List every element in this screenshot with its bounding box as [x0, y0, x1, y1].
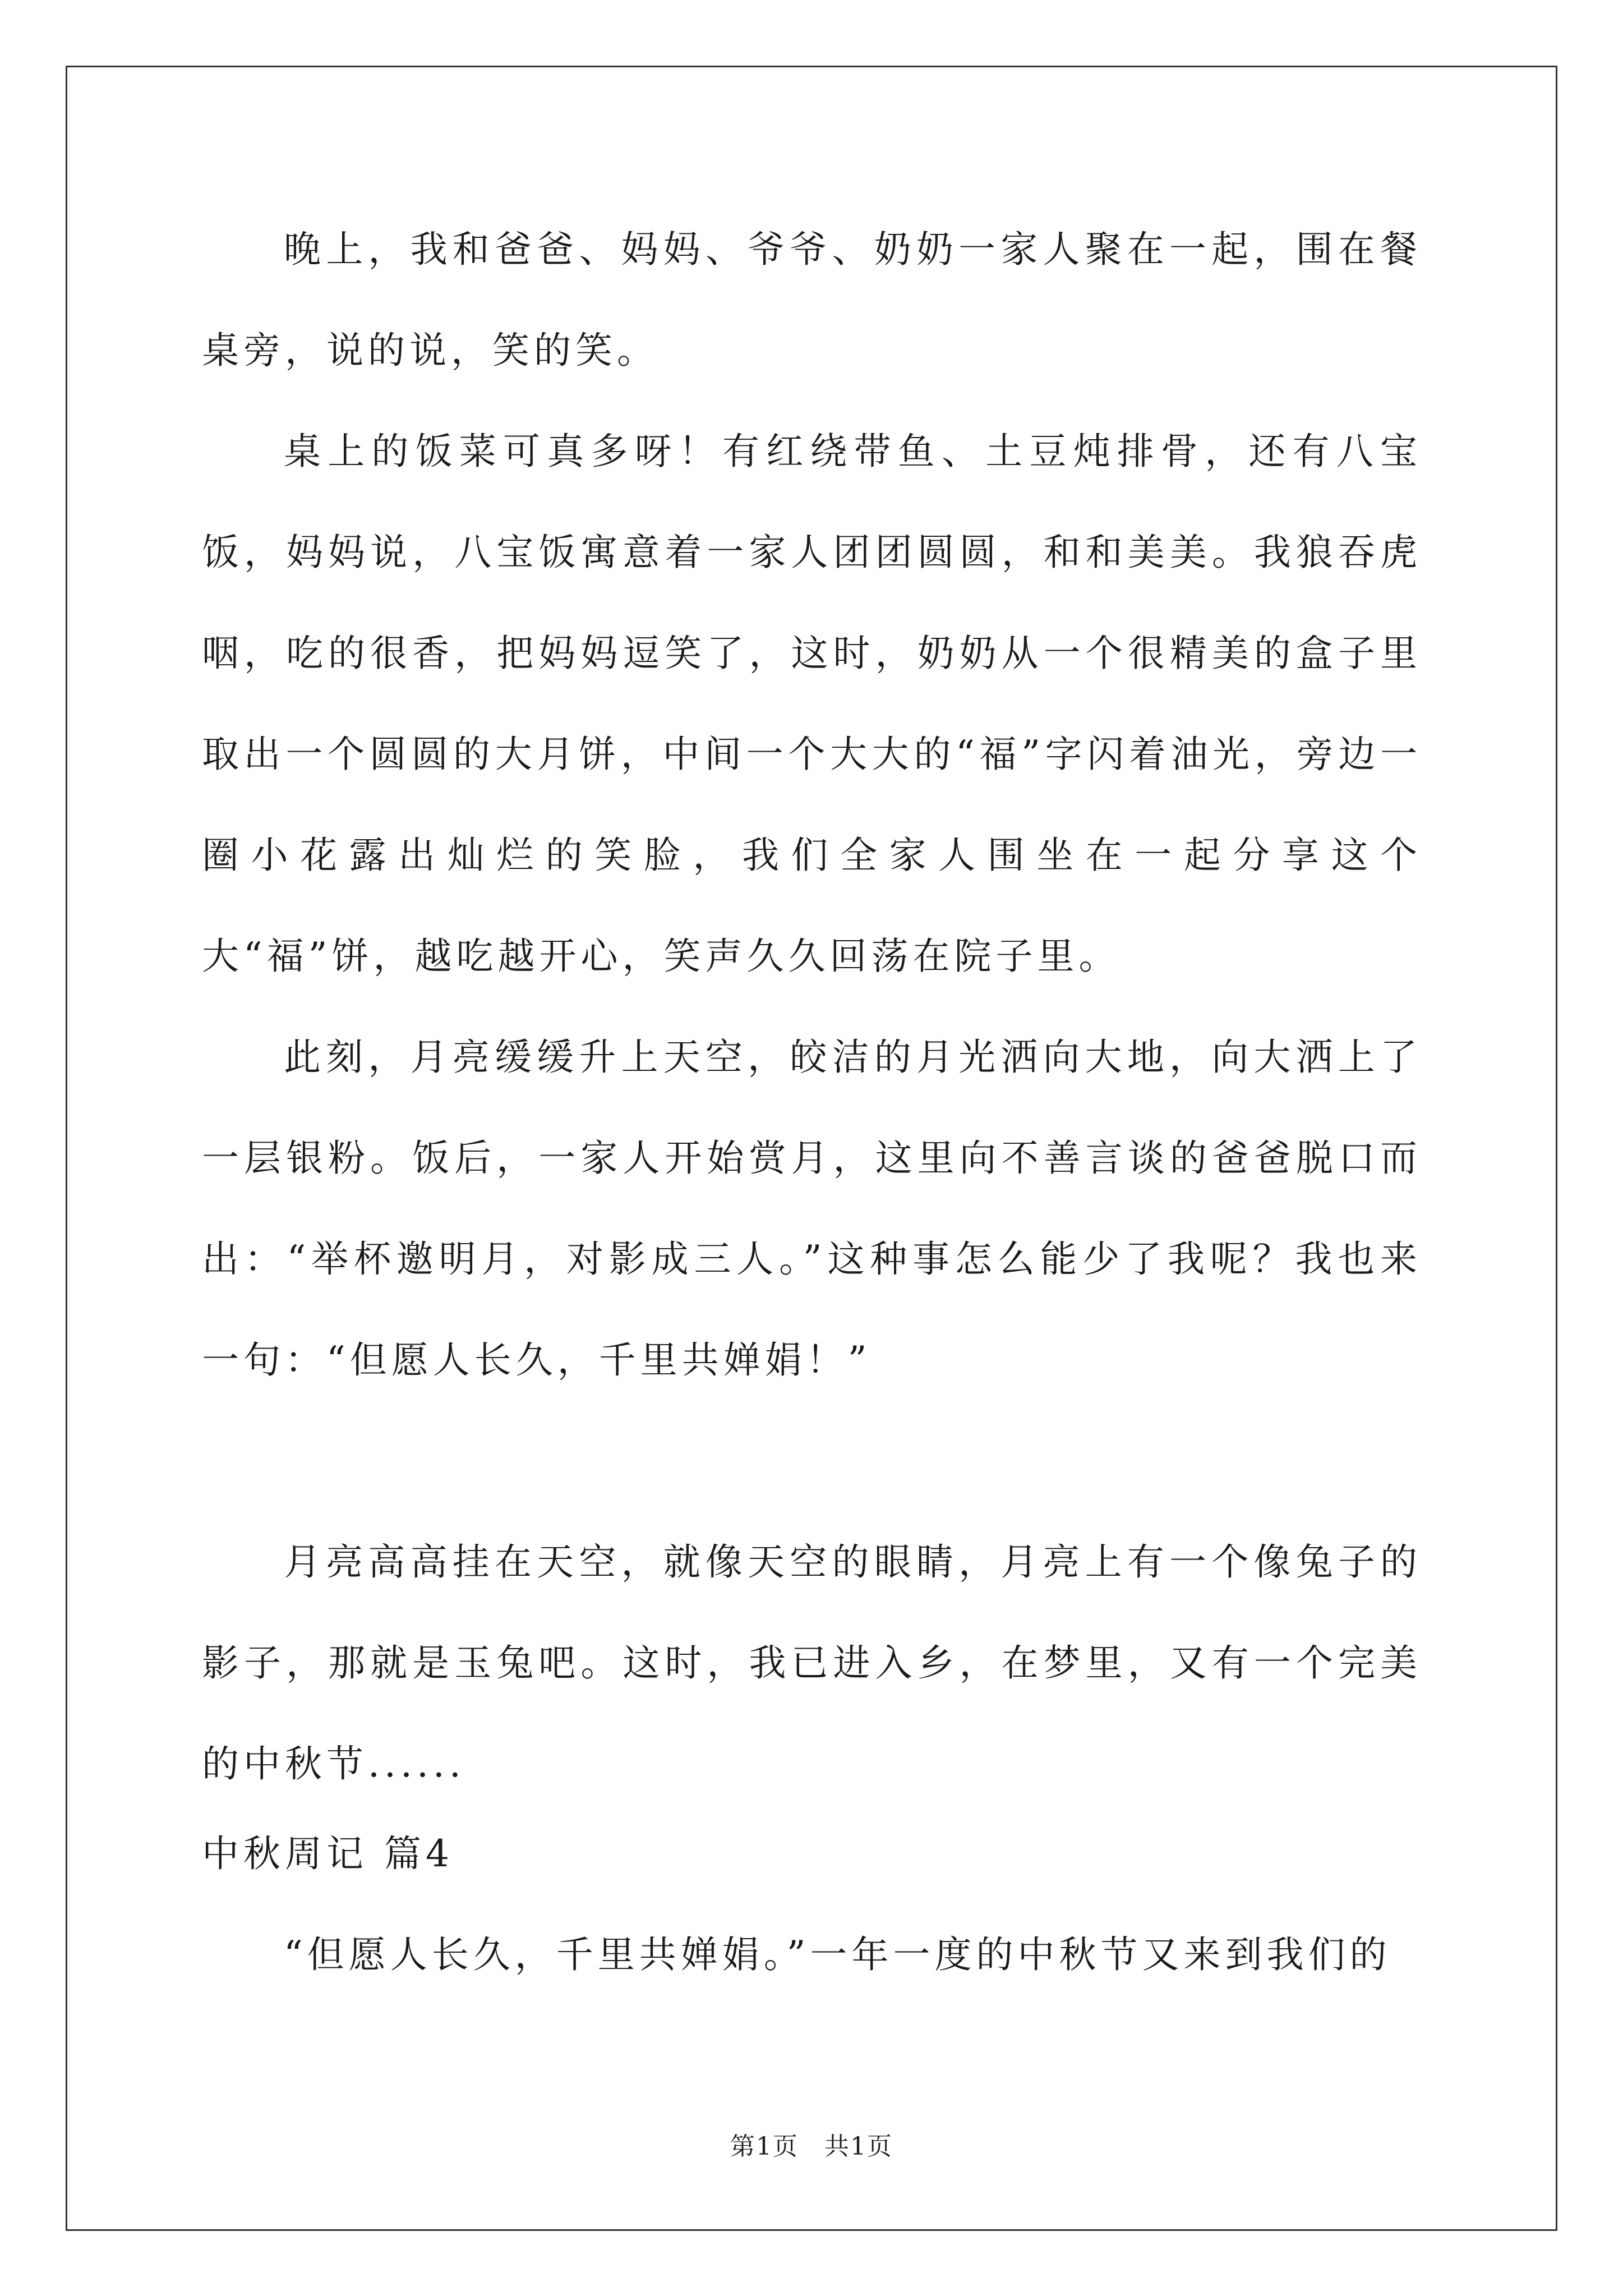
paragraph-2: 桌上的饭菜可真多呀！有红绕带鱼、土豆炖排骨，还有八宝饭，妈妈说，八宝饭寓意着一家人团团圆圆，和和美美。我狼吞虎咽，吃的很香，把妈妈逗笑了，这时，奶奶从一个很精美的盒子里取出一个圆圆的大月饼，中间一个大大的“福”字闪着油光，旁边一圈小花露出灿烂的笑脸，我们全家人围坐在一起分享这个大“福”饼，越吃越开心，笑声久久回荡在院子里。 [202, 430, 1422, 978]
paragraph-3: 此刻，月亮缓缓升上天空，皎洁的月光洒向大地，向大洒上了一层银粉。饭后，一家人开始赏月，这里向不善言谈的爸爸脱口而出：“举杯邀明月，对影成三人。”这种事怎么能少了我呢？我也来一句：“但愿人长久，千里共婵娟！” [202, 1036, 1422, 1382]
section-heading: 中秋周记 篇4 [202, 1832, 454, 1875]
paragraph-4: 月亮高高挂在天空，就像天空的眼睛，月亮上有一个像兔子的影子，那就是玉兔吧。这时，我已进入乡，在梦里，又有一个完美的中秋节...... [202, 1540, 1422, 1786]
page-footer: 第1页 共1页 [730, 2132, 893, 2161]
paragraph-5: “但愿人长久，千里共婵娟。”一年一度的中秋节又来到我们的 [284, 1933, 1391, 1976]
paragraph-1: 晚上，我和爸爸、妈妈、爷爷、奶奶一家人聚在一起，围在餐桌旁，说的说，笑的笑。 [202, 228, 1422, 372]
